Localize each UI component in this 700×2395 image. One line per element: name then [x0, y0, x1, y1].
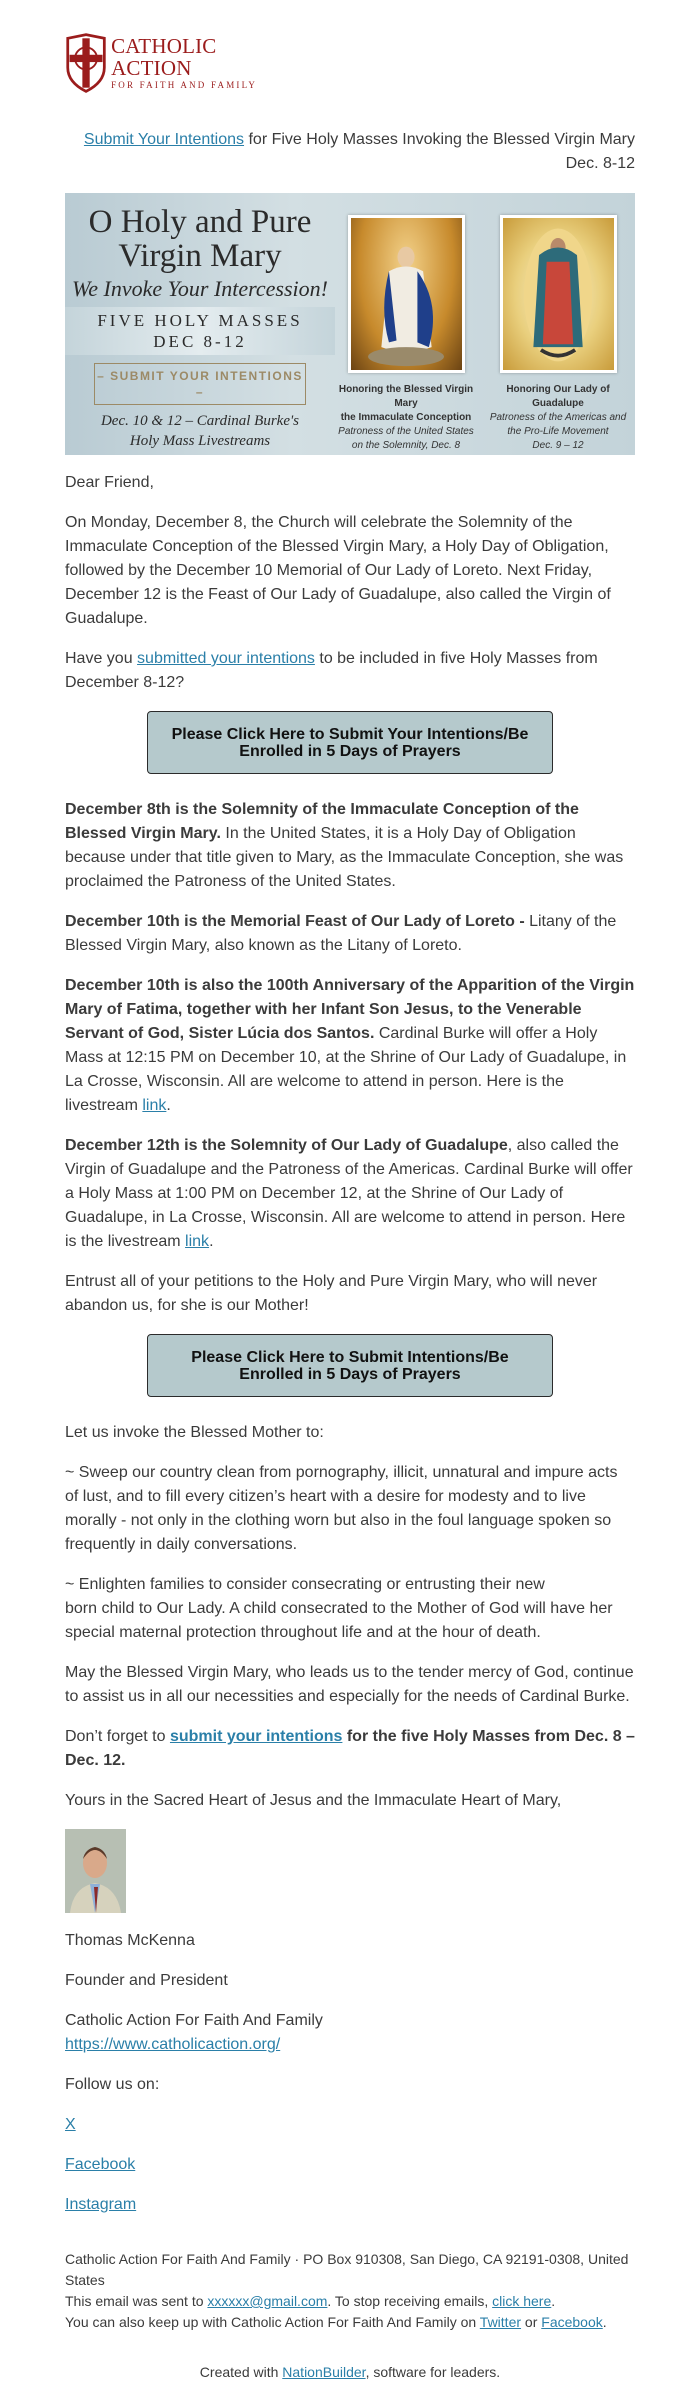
question-paragraph — [65, 647, 635, 695]
banner-image[interactable] — [65, 193, 635, 455]
footer-keepup-line — [65, 2312, 635, 2333]
banner-subtitle: We Invoke Your Intercession! — [71, 276, 328, 301]
text: In the United States, it is a Holy Day of Obligation because under that title given to Mary, as the Immaculate Conception, she was proclaimed the Patroness of the United States. — [65, 825, 624, 890]
entrust-paragraph: Entrust all of your petitions to the Holy and Pure Virgin Mary, who will never abandon us, for she is our Mother! — [65, 1273, 598, 1314]
text: to be included in five Holy Masses from December 8-12? — [65, 650, 598, 691]
immaculate-conception-painting — [348, 215, 465, 373]
text: Created with — [199, 2364, 283, 2380]
email-body — [65, 471, 635, 2233]
text: Don’t forget to — [65, 1728, 170, 1745]
caption2-line4: Dec. 9 – 12 — [532, 440, 584, 451]
headline — [65, 128, 635, 176]
text: . — [209, 1233, 214, 1250]
text: , also called the Virgin of Guadalupe and the Patroness of the Americas. Cardinal Burke will offer a Holy Mass at 1:00 PM on December 12, at the Shrine of Our Lady of Guadalupe, in La Crosse, Wisconsin. All are welcome to attend in person. Here is the livestream — [65, 1137, 633, 1250]
text: . To stop receiving emails, — [327, 2293, 493, 2309]
dec10-fatima-paragraph — [65, 974, 635, 1118]
website-link[interactable]: https://www.catholicaction.org/ — [65, 2036, 281, 2053]
dec8-paragraph — [65, 798, 635, 894]
caption2-line2: Patroness of the Americas and — [489, 412, 627, 423]
footer-address: Catholic Action For Faith And Family · PO Box 910308, San Diego, CA 92191-0308, United States — [65, 2251, 629, 2288]
banner-band-2: DEC 8-12 — [153, 332, 247, 351]
invoke-paragraph: Let us invoke the Blessed Mother to: — [65, 1424, 324, 1441]
reminder-paragraph — [65, 1725, 635, 1773]
banner-title-1: O Holy and Pure — [88, 204, 312, 240]
sweep-paragraph: ~ Sweep our country clean from pornography, illicit, unnatural and impure acts of lust, and to fill every citizen’s heart with a desire for modesty and to live morally - not only in the clothing worn but also in the foul language spoken so frequently in daily conversations. — [65, 1464, 618, 1553]
submit-intentions-button-1[interactable]: Please Click Here to Submit Your Intentions/Be Enrolled in 5 Days of Prayers — [147, 711, 553, 774]
caption1-line4: on the Solemnity, Dec. 8 — [351, 440, 461, 451]
text: or — [521, 2314, 542, 2330]
may-paragraph: May the Blessed Virgin Mary, who leads us to the tender mercy of God, continue to assist us in all our necessities and especially for the needs of Cardinal Burke. — [65, 1664, 634, 1705]
logo-subtitle: FOR FAITH AND FAMILY — [111, 80, 258, 90]
text: ~ Enlighten families to consider consecrating or entrusting their new — [65, 1576, 545, 1593]
headline-dates: Dec. 8-12 — [565, 155, 635, 172]
caption2-line1: Honoring Our Lady of Guadalupe — [506, 384, 610, 409]
caption-immaculate-conception — [331, 383, 481, 453]
text: . — [551, 2293, 556, 2309]
bold-text: for the five Holy Masses from Dec. 8 – Dec. 12. — [65, 1728, 635, 1769]
greeting: Dear Friend, — [65, 474, 154, 491]
created-with — [0, 2360, 700, 2384]
signer-name: Thomas McKenna — [65, 1932, 195, 1949]
footer-facebook-link[interactable]: Facebook — [541, 2314, 603, 2330]
banner-band-1: FIVE HOLY MASSES — [97, 311, 303, 330]
logo[interactable] — [65, 30, 285, 96]
signer-photo — [65, 1829, 126, 1913]
livestream-link-dec10[interactable]: link — [142, 1097, 167, 1114]
caption1-line1: Honoring the Blessed Virgin Mary — [338, 384, 474, 409]
text: Cardinal Burke will offer a Holy Mass at 12:15 PM on December 10, at the Shrine of Our Lady of Guadalupe, in La Crosse, Wisconsin. All are welcome to attend in person. Here is the livestream — [65, 1025, 627, 1114]
caption-guadalupe — [483, 383, 633, 453]
submitted-intentions-link[interactable]: submitted your intentions — [137, 650, 315, 667]
shield-logo-icon — [65, 30, 107, 96]
org-name: Catholic Action For Faith And Family — [65, 2012, 323, 2029]
banner-livestream-2: Holy Mass Livestreams — [129, 433, 271, 449]
livestream-link-dec12[interactable]: link — [185, 1233, 210, 1250]
nationbuilder-link[interactable]: NationBuilder — [282, 2364, 366, 2380]
footer-twitter-link[interactable]: Twitter — [479, 2314, 522, 2330]
logo-title: CATHOLIC ACTION — [111, 34, 217, 80]
caption1-line2: the Immaculate Conception — [340, 412, 472, 423]
text: born child to Our Lady. A child consecrated to the Mother of God will have her special maternal protection throughout life and at the hour of death. — [65, 1600, 613, 1641]
text: . — [166, 1097, 171, 1114]
signer-title: Founder and President — [65, 1972, 228, 1989]
bold-text: December 10th is the Memorial Feast of Our Lady of Loreto - — [65, 913, 530, 930]
intro-paragraph: On Monday, December 8, the Church will celebrate the Solemnity of the Immaculate Conception of the Blessed Virgin Mary, a Holy Day of Obligation, followed by the December 10 Memorial of Our Lady of Loreto. Next Friday, December 12 is the Feast of Our Lady of Guadalupe, also called the Virgin of Guadalupe. — [65, 514, 611, 627]
submit-intentions-button-2[interactable]: Please Click Here to Submit Intentions/Be Enrolled in 5 Days of Prayers — [147, 1334, 553, 1397]
text: Litany of the Blessed Virgin Mary, also known as the Litany of Loreto. — [65, 913, 617, 954]
bold-text: December 10th is also the 100th Anniversary of the Apparition of the Virgin Mary of Fatima, together with her Infant Son Jesus, to the Venerable Servant of God, Sister Lúcia dos Santos. — [65, 977, 635, 1042]
text: , software for leaders. — [365, 2364, 501, 2380]
banner-submit-button[interactable]: – SUBMIT YOUR INTENTIONS – — [94, 363, 306, 405]
closing: Yours in the Sacred Heart of Jesus and the Immaculate Heart of Mary, — [65, 1792, 562, 1809]
facebook-link[interactable]: Facebook — [65, 2156, 136, 2173]
org-block — [65, 2009, 635, 2057]
enlighten-paragraph — [65, 1573, 635, 1645]
footer-sent-line — [65, 2291, 635, 2312]
our-lady-of-guadalupe-painting — [500, 215, 617, 373]
bold-text: December 12th is the Solemnity of Our Lady of Guadalupe — [65, 1137, 508, 1154]
dec12-paragraph — [65, 1134, 635, 1254]
headline-text: for Five Holy Masses Invoking the Blessed Virgin Mary — [244, 131, 635, 148]
banner-livestream-1: Dec. 10 & 12 – Cardinal Burke's — [100, 413, 300, 429]
submit-your-intentions-link[interactable]: submit your intentions — [169, 1728, 343, 1745]
follow-label: Follow us on: — [65, 2076, 160, 2093]
submit-intentions-link[interactable]: Submit Your Intentions — [83, 131, 245, 148]
unsubscribe-link[interactable]: click here — [492, 2293, 552, 2309]
dec10-loreto-paragraph — [65, 910, 635, 958]
recipient-email-link[interactable]: xxxxxx@gmail.com — [207, 2293, 328, 2309]
text: Have you — [65, 650, 138, 667]
footer — [65, 2249, 635, 2333]
bold-text: December 8th is the Solemnity of the Immaculate Conception of the Blessed Virgin Mary. — [65, 801, 579, 842]
caption1-line3: Patroness of the United States — [338, 426, 474, 437]
text: You can also keep up with Catholic Action For Faith And Family on — [65, 2314, 480, 2330]
text: This email was sent to — [65, 2293, 208, 2309]
x-link[interactable]: X — [65, 2116, 76, 2133]
caption2-line3: the Pro-Life Movement — [507, 426, 609, 437]
text: . — [602, 2314, 607, 2330]
instagram-link[interactable]: Instagram — [65, 2196, 137, 2213]
banner-title-2: Virgin Mary — [118, 238, 282, 274]
